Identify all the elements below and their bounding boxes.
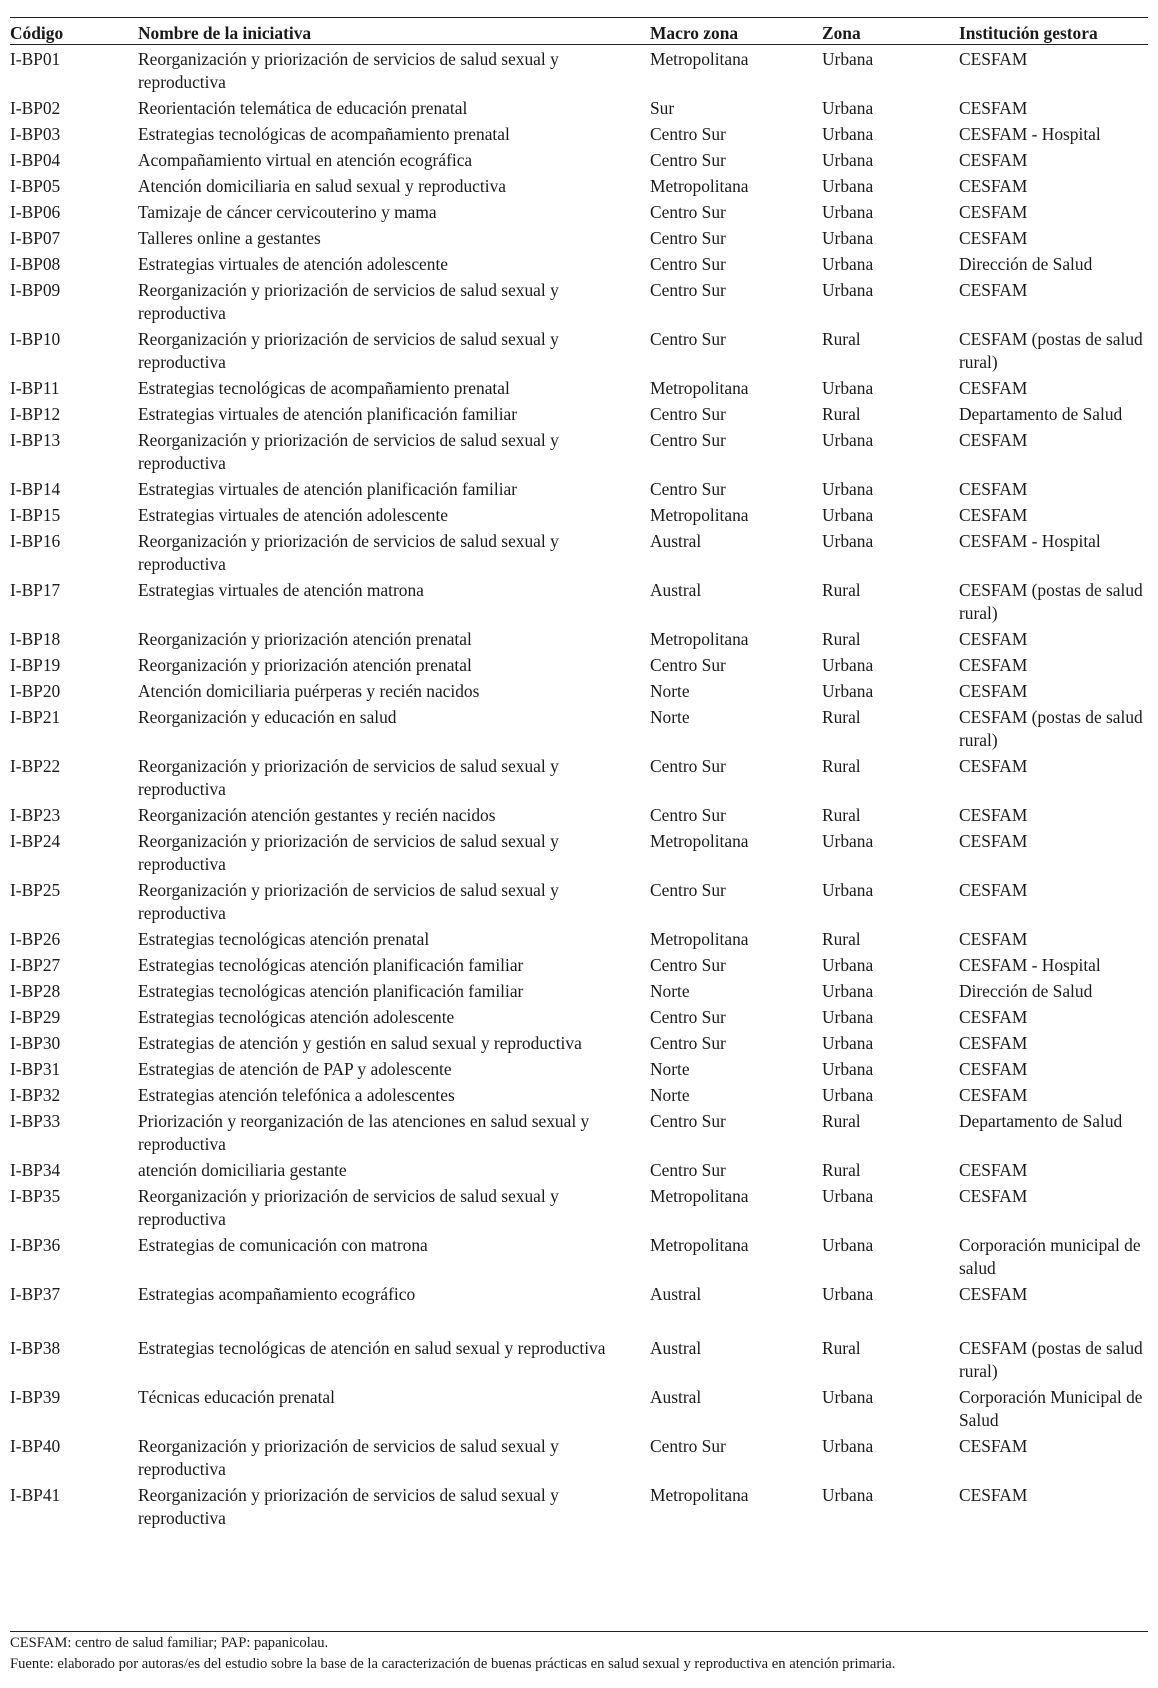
table-row	[10, 1184, 1148, 1233]
cell-code: I-BP26	[10, 929, 61, 949]
cell-institution: CESFAM	[959, 1186, 1028, 1206]
table-row	[10, 1336, 1148, 1385]
table-row	[10, 122, 1148, 148]
cell-initiative-name: Estrategias virtuales de atención matrona	[138, 580, 424, 600]
cell-macro-zone: Austral	[650, 580, 702, 600]
cell-initiative-name: Técnicas educación prenatal	[138, 1387, 335, 1407]
cell-institution: CESFAM	[959, 1160, 1028, 1180]
cell-initiative-name: Reorganización y priorización de servicios de salud sexual y reproductiva	[138, 831, 559, 874]
cell-code: I-BP24	[10, 831, 61, 851]
cell-zone: Rural	[822, 329, 861, 349]
cell-initiative-name: Reorganización y priorización de servicios de salud sexual y reproductiva	[138, 49, 559, 92]
row-spacer	[10, 1308, 1148, 1336]
table-row	[10, 653, 1148, 679]
cell-institution: CESFAM	[959, 505, 1028, 525]
cell-initiative-name: Reorganización y educación en salud	[138, 707, 397, 727]
cell-macro-zone: Centro Sur	[650, 124, 726, 144]
cell-zone: Rural	[822, 756, 861, 776]
cell-institution: CESFAM	[959, 150, 1028, 170]
cell-institution: Dirección de Salud	[959, 254, 1093, 274]
table-row	[10, 327, 1148, 376]
cell-zone: Urbana	[822, 681, 874, 701]
cell-macro-zone: Centro Sur	[650, 479, 726, 499]
cell-macro-zone: Metropolitana	[650, 1186, 749, 1206]
table-row	[10, 578, 1148, 627]
cell-zone: Urbana	[822, 1059, 874, 1079]
cell-macro-zone: Centro Sur	[650, 1436, 726, 1456]
cell-zone: Urbana	[822, 150, 874, 170]
cell-initiative-name: Reorganización y priorización de servicios de salud sexual y reproductiva	[138, 1485, 559, 1528]
cell-zone: Urbana	[822, 176, 874, 196]
cell-zone: Urbana	[822, 254, 874, 274]
cell-code: I-BP14	[10, 479, 61, 499]
table-row	[10, 803, 1148, 829]
cell-code: I-BP16	[10, 531, 61, 551]
cell-code: I-BP03	[10, 124, 61, 144]
cell-zone: Urbana	[822, 1007, 874, 1027]
table-row	[10, 1005, 1148, 1031]
cell-institution: CESFAM	[959, 929, 1028, 949]
best-practices-table	[10, 18, 1148, 1532]
cell-code: I-BP02	[10, 98, 61, 118]
cell-macro-zone: Centro Sur	[650, 1033, 726, 1053]
cell-zone: Urbana	[822, 831, 874, 851]
cell-zone: Urbana	[822, 430, 874, 450]
cell-code: I-BP13	[10, 430, 61, 450]
cell-institution: CESFAM	[959, 681, 1028, 701]
cell-macro-zone: Centro Sur	[650, 880, 726, 900]
cell-institution: CESFAM - Hospital	[959, 531, 1101, 551]
table-row	[10, 174, 1148, 200]
cell-macro-zone: Metropolitana	[650, 1485, 749, 1505]
cell-initiative-name: Talleres online a gestantes	[138, 228, 321, 248]
cell-institution: CESFAM	[959, 1436, 1028, 1456]
cell-macro-zone: Norte	[650, 981, 690, 1001]
cell-macro-zone: Centro Sur	[650, 1160, 726, 1180]
cell-institution: Departamento de Salud	[959, 404, 1123, 424]
cell-code: I-BP40	[10, 1436, 61, 1456]
cell-macro-zone: Austral	[650, 1338, 702, 1358]
table-row	[10, 1282, 1148, 1308]
cell-initiative-name: Priorización y reorganización de las atenciones en salud sexual y reproductiva	[138, 1111, 590, 1154]
cell-zone: Urbana	[822, 531, 874, 551]
table-row	[10, 402, 1148, 428]
cell-institution: CESFAM - Hospital	[959, 955, 1101, 975]
cell-zone: Urbana	[822, 1186, 874, 1206]
table-row	[10, 953, 1148, 979]
cell-initiative-name: Estrategias tecnológicas atención adolescente	[138, 1007, 455, 1027]
cell-zone: Rural	[822, 1160, 861, 1180]
table-row	[10, 47, 1148, 96]
cell-macro-zone: Centro Sur	[650, 655, 726, 675]
spacer-cell	[10, 1308, 1148, 1336]
cell-zone: Rural	[822, 1111, 861, 1131]
cell-macro-zone: Metropolitana	[650, 49, 749, 69]
cell-code: I-BP39	[10, 1387, 61, 1407]
table-row	[10, 627, 1148, 653]
cell-macro-zone: Centro Sur	[650, 756, 726, 776]
cell-zone: Urbana	[822, 1235, 874, 1255]
cell-initiative-name: Estrategias tecnológicas de acompañamiento prenatal	[138, 124, 510, 144]
cell-initiative-name: Reorganización atención gestantes y recién nacidos	[138, 805, 496, 825]
table-row	[10, 1385, 1148, 1434]
table-row	[10, 1109, 1148, 1158]
header-code: Código	[10, 23, 64, 43]
cell-macro-zone: Metropolitana	[650, 831, 749, 851]
cell-institution: CESFAM	[959, 202, 1028, 222]
table-row	[10, 529, 1148, 578]
cell-macro-zone: Centro Sur	[650, 430, 726, 450]
cell-institution: CESFAM	[959, 805, 1028, 825]
cell-macro-zone: Metropolitana	[650, 176, 749, 196]
cell-zone: Urbana	[822, 505, 874, 525]
table-row	[10, 477, 1148, 503]
cell-initiative-name: Tamizaje de cáncer cervicouterino y mama	[138, 202, 437, 222]
cell-macro-zone: Centro Sur	[650, 254, 726, 274]
table-row	[10, 1434, 1148, 1483]
cell-initiative-name: Reorganización y priorización de servicios de salud sexual y reproductiva	[138, 531, 559, 574]
source-note: Fuente: elaborado por autoras/es del estudio sobre la base de la caracterización de buenas prácticas en salud sexual y reproductiva en atención primaria.	[10, 1656, 896, 1672]
cell-macro-zone: Metropolitana	[650, 505, 749, 525]
table-row	[10, 1031, 1148, 1057]
table-row	[10, 829, 1148, 878]
header-macro-zone: Macro zona	[650, 23, 739, 43]
cell-institution: Dirección de Salud	[959, 981, 1093, 1001]
header-name: Nombre de la iniciativa	[138, 23, 312, 43]
cell-macro-zone: Centro Sur	[650, 329, 726, 349]
table-row	[10, 1483, 1148, 1532]
cell-initiative-name: Estrategias virtuales de atención adolescente	[138, 254, 448, 274]
cell-zone: Urbana	[822, 1436, 874, 1456]
cell-code: I-BP17	[10, 580, 61, 600]
cell-macro-zone: Norte	[650, 707, 690, 727]
cell-code: I-BP29	[10, 1007, 61, 1027]
cell-zone: Urbana	[822, 1387, 874, 1407]
cell-zone: Urbana	[822, 202, 874, 222]
cell-zone: Urbana	[822, 955, 874, 975]
cell-initiative-name: Reorganización y priorización de servicios de salud sexual y reproductiva	[138, 1186, 559, 1229]
cell-code: I-BP27	[10, 955, 61, 975]
cell-zone: Urbana	[822, 49, 874, 69]
cell-code: I-BP05	[10, 176, 61, 196]
table-header-row	[10, 18, 1148, 47]
cell-institution: CESFAM - Hospital	[959, 124, 1101, 144]
cell-code: I-BP23	[10, 805, 61, 825]
cell-zone: Urbana	[822, 1284, 874, 1304]
cell-institution: CESFAM (postas de salud rural)	[959, 1338, 1143, 1381]
cell-code: I-BP21	[10, 707, 61, 727]
table-row	[10, 252, 1148, 278]
cell-code: I-BP20	[10, 681, 61, 701]
table-row	[10, 979, 1148, 1005]
cell-code: I-BP06	[10, 202, 61, 222]
cell-code: I-BP32	[10, 1085, 61, 1105]
cell-macro-zone: Centro Sur	[650, 202, 726, 222]
cell-zone: Urbana	[822, 280, 874, 300]
table-row	[10, 1158, 1148, 1184]
cell-institution: CESFAM	[959, 378, 1028, 398]
cell-zone: Urbana	[822, 1033, 874, 1053]
cell-initiative-name: Estrategias acompañamiento ecográfico	[138, 1284, 416, 1304]
cell-institution: CESFAM	[959, 756, 1028, 776]
table-row	[10, 1233, 1148, 1282]
cell-code: I-BP41	[10, 1485, 61, 1505]
cell-code: I-BP33	[10, 1111, 61, 1131]
table-row	[10, 705, 1148, 754]
cell-code: I-BP28	[10, 981, 61, 1001]
cell-macro-zone: Austral	[650, 1284, 702, 1304]
table-bottom-rule	[10, 1631, 1148, 1632]
cell-initiative-name: atención domiciliaria gestante	[138, 1160, 347, 1180]
cell-institution: CESFAM	[959, 1059, 1028, 1079]
cell-institution: CESFAM	[959, 49, 1028, 69]
table-row	[10, 148, 1148, 174]
cell-initiative-name: Reorganización y priorización de servicios de salud sexual y reproductiva	[138, 1436, 559, 1479]
cell-initiative-name: Reorganización y priorización atención prenatal	[138, 655, 472, 675]
cell-code: I-BP10	[10, 329, 61, 349]
cell-initiative-name: Reorganización y priorización de servicios de salud sexual y reproductiva	[138, 880, 559, 923]
cell-institution: CESFAM	[959, 655, 1028, 675]
cell-initiative-name: Acompañamiento virtual en atención ecográfica	[138, 150, 473, 170]
cell-macro-zone: Centro Sur	[650, 280, 726, 300]
cell-institution: CESFAM (postas de salud rural)	[959, 707, 1143, 750]
cell-code: I-BP09	[10, 280, 61, 300]
cell-code: I-BP11	[10, 378, 60, 398]
cell-initiative-name: Estrategias tecnológicas atención prenatal	[138, 929, 430, 949]
table-row	[10, 878, 1148, 927]
cell-macro-zone: Centro Sur	[650, 1007, 726, 1027]
cell-institution: CESFAM	[959, 98, 1028, 118]
cell-macro-zone: Centro Sur	[650, 1111, 726, 1131]
cell-zone: Rural	[822, 929, 861, 949]
cell-macro-zone: Norte	[650, 1059, 690, 1079]
cell-macro-zone: Centro Sur	[650, 150, 726, 170]
cell-institution: CESFAM	[959, 228, 1028, 248]
cell-code: I-BP30	[10, 1033, 61, 1053]
cell-zone: Rural	[822, 404, 861, 424]
cell-initiative-name: Estrategias tecnológicas atención planificación familiar	[138, 981, 524, 1001]
header-zone: Zona	[822, 23, 861, 43]
cell-initiative-name: Estrategias virtuales de atención planificación familiar	[138, 404, 518, 424]
cell-macro-zone: Sur	[650, 98, 675, 118]
cell-macro-zone: Centro Sur	[650, 228, 726, 248]
cell-initiative-name: Reorganización y priorización atención prenatal	[138, 629, 472, 649]
cell-code: I-BP04	[10, 150, 61, 170]
cell-initiative-name: Atención domiciliaria en salud sexual y reproductiva	[138, 176, 506, 196]
cell-code: I-BP31	[10, 1059, 61, 1079]
cell-initiative-name: Estrategias virtuales de atención planificación familiar	[138, 479, 518, 499]
cell-zone: Urbana	[822, 124, 874, 144]
cell-zone: Rural	[822, 805, 861, 825]
cell-macro-zone: Norte	[650, 1085, 690, 1105]
cell-initiative-name: Estrategias virtuales de atención adolescente	[138, 505, 448, 525]
cell-macro-zone: Metropolitana	[650, 378, 749, 398]
table-row	[10, 200, 1148, 226]
cell-zone: Urbana	[822, 98, 874, 118]
cell-initiative-name: Reorientación telemática de educación prenatal	[138, 98, 468, 118]
cell-institution: CESFAM	[959, 479, 1028, 499]
table-row	[10, 428, 1148, 477]
cell-macro-zone: Centro Sur	[650, 404, 726, 424]
cell-institution: CESFAM	[959, 430, 1028, 450]
table-row	[10, 754, 1148, 803]
cell-code: I-BP18	[10, 629, 61, 649]
cell-macro-zone: Metropolitana	[650, 629, 749, 649]
cell-initiative-name: Estrategias tecnológicas de atención en salud sexual y reproductiva	[138, 1338, 606, 1358]
cell-institution: CESFAM	[959, 880, 1028, 900]
cell-initiative-name: Estrategias de comunicación con matrona	[138, 1235, 428, 1255]
cell-zone: Rural	[822, 580, 861, 600]
cell-zone: Rural	[822, 629, 861, 649]
cell-institution: Corporación municipal de salud	[959, 1235, 1141, 1278]
table-row	[10, 1083, 1148, 1109]
cell-zone: Rural	[822, 707, 861, 727]
cell-institution: CESFAM	[959, 629, 1028, 649]
cell-zone: Urbana	[822, 228, 874, 248]
table-row	[10, 1057, 1148, 1083]
cell-institution: Corporación Municipal de Salud	[959, 1387, 1143, 1430]
cell-initiative-name: Estrategias tecnológicas de acompañamiento prenatal	[138, 378, 510, 398]
cell-institution: CESFAM (postas de salud rural)	[959, 329, 1143, 372]
header-institution: Institución gestora	[959, 23, 1098, 43]
cell-code: I-BP35	[10, 1186, 61, 1206]
table-row	[10, 679, 1148, 705]
cell-initiative-name: Reorganización y priorización de servicios de salud sexual y reproductiva	[138, 430, 559, 473]
cell-zone: Urbana	[822, 378, 874, 398]
table-row	[10, 226, 1148, 252]
cell-zone: Urbana	[822, 981, 874, 1001]
cell-institution: CESFAM	[959, 1085, 1028, 1105]
cell-initiative-name: Reorganización y priorización de servicios de salud sexual y reproductiva	[138, 329, 559, 372]
cell-zone: Urbana	[822, 479, 874, 499]
cell-code: I-BP22	[10, 756, 61, 776]
table-row	[10, 96, 1148, 122]
cell-macro-zone: Austral	[650, 531, 702, 551]
cell-macro-zone: Metropolitana	[650, 929, 749, 949]
table-row	[10, 278, 1148, 327]
cell-code: I-BP07	[10, 228, 61, 248]
cell-zone: Urbana	[822, 655, 874, 675]
abbreviations-note: CESFAM: centro de salud familiar; PAP: papanicolau.	[10, 1635, 329, 1651]
cell-zone: Urbana	[822, 880, 874, 900]
cell-institution: CESFAM	[959, 1033, 1028, 1053]
cell-code: I-BP12	[10, 404, 61, 424]
cell-code: I-BP34	[10, 1160, 61, 1180]
cell-code: I-BP01	[10, 49, 61, 69]
cell-zone: Urbana	[822, 1085, 874, 1105]
table-body	[10, 47, 1148, 1532]
cell-initiative-name: Estrategias atención telefónica a adolescentes	[138, 1085, 455, 1105]
cell-code: I-BP08	[10, 254, 61, 274]
cell-initiative-name: Estrategias de atención de PAP y adolescente	[138, 1059, 452, 1079]
cell-institution: CESFAM (postas de salud rural)	[959, 580, 1143, 623]
cell-initiative-name: Reorganización y priorización de servicios de salud sexual y reproductiva	[138, 280, 559, 323]
cell-initiative-name: Atención domiciliaria puérperas y recién nacidos	[138, 681, 480, 701]
cell-institution: Departamento de Salud	[959, 1111, 1123, 1131]
cell-institution: CESFAM	[959, 176, 1028, 196]
cell-institution: CESFAM	[959, 1284, 1028, 1304]
cell-macro-zone: Norte	[650, 681, 690, 701]
cell-institution: CESFAM	[959, 1485, 1028, 1505]
cell-institution: CESFAM	[959, 831, 1028, 851]
cell-macro-zone: Centro Sur	[650, 805, 726, 825]
cell-initiative-name: Estrategias tecnológicas atención planificación familiar	[138, 955, 524, 975]
cell-code: I-BP15	[10, 505, 61, 525]
table-row	[10, 927, 1148, 953]
cell-code: I-BP36	[10, 1235, 61, 1255]
cell-macro-zone: Metropolitana	[650, 1235, 749, 1255]
cell-institution: CESFAM	[959, 1007, 1028, 1027]
cell-macro-zone: Centro Sur	[650, 955, 726, 975]
cell-code: I-BP37	[10, 1284, 61, 1304]
cell-code: I-BP19	[10, 655, 61, 675]
cell-initiative-name: Reorganización y priorización de servicios de salud sexual y reproductiva	[138, 756, 559, 799]
cell-zone: Rural	[822, 1338, 861, 1358]
cell-code: I-BP25	[10, 880, 61, 900]
cell-zone: Urbana	[822, 1485, 874, 1505]
table-row	[10, 376, 1148, 402]
cell-institution: CESFAM	[959, 280, 1028, 300]
cell-initiative-name: Estrategias de atención y gestión en salud sexual y reproductiva	[138, 1033, 582, 1053]
cell-code: I-BP38	[10, 1338, 61, 1358]
table-row	[10, 503, 1148, 529]
cell-macro-zone: Austral	[650, 1387, 702, 1407]
